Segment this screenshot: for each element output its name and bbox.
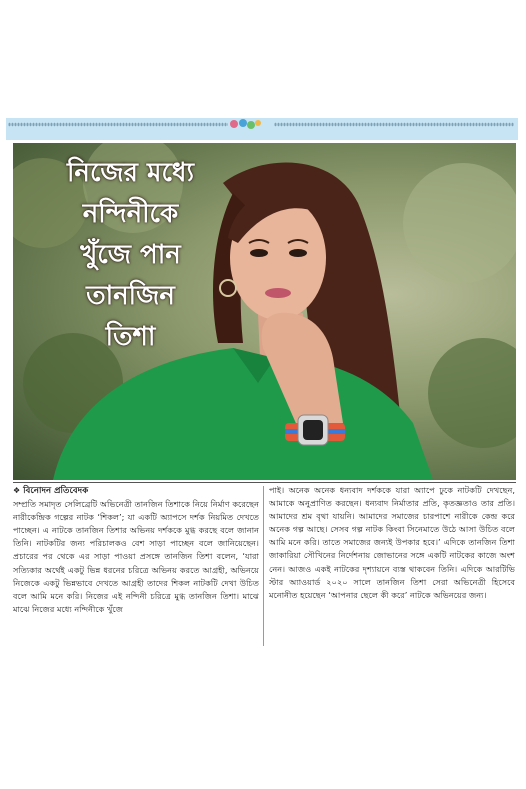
floral-ornament-icon bbox=[228, 118, 264, 130]
divider bbox=[13, 482, 516, 483]
headline bbox=[43, 153, 218, 358]
headline-line: তিশা bbox=[105, 322, 156, 352]
article-column-right bbox=[269, 484, 515, 602]
header-decorative-strip bbox=[6, 118, 518, 140]
dot-pattern-right bbox=[274, 122, 514, 127]
diamond-bullet-icon: ❖ bbox=[13, 486, 21, 495]
article-text: সম্প্রতি সমাদৃত সেলিব্রেটি অভিনেত্রী তানজিন তিশাকে নিয়ে নির্মাণ করেছেন নারীকেন্দ্রিক গল্পের নাটক ‘শিকল’; যা একটি অ্যাপসে দর্শক নিয়মিত দেখতে পাচ্ছেন। এ নাটকে তানজিন তিশার অভিনয় দর্শককে মুগ্ধ করছে বলে জানান তিনি। নাটকটির জন্য পরিচালকও বেশ সাড়া পাচ্ছেন বলে জানিয়েছেন। প্রচারের পর থেকে এর সাড়া পাওয়া প্রসঙ্গে তানজিন তিশা বলেন, ‘যারা সত্যিকার অর্থেই একটু ভিন্ন ধরনের চরিত্রে অভিনয় করতে আগ্রহী, অভিনয়ে নিজেকে একটু ভিন্নভাবে দেখতে আগ্রহী তাদের শিকল নাটকটি দেখা উচিত বলে আমি মনে করি। নিজের এই নন্দিনী চরিত্রে মুগ্ধ তানজিন তিশা। মাঝে মাঝে নিজের মধ্যে নন্দিনীকে খুঁজে bbox=[13, 499, 259, 614]
column-divider bbox=[263, 486, 264, 646]
byline-text: বিনোদন প্রতিবেদক bbox=[23, 486, 89, 496]
headline-line: নিজের মধ্যে bbox=[66, 158, 194, 188]
actress-photo bbox=[13, 143, 516, 480]
dot-pattern-left bbox=[8, 122, 228, 127]
headline-line: নন্দিনীকে bbox=[82, 199, 179, 229]
article-body bbox=[13, 484, 516, 664]
byline bbox=[13, 484, 259, 498]
headline-line: তানজিন bbox=[86, 281, 175, 311]
headline-line: খুঁজে পান bbox=[80, 240, 181, 270]
article-text: পাই। অনেক অনেক ধন্যবাদ দর্শককে যারা অ্যাপে ঢুকে নাটকটি দেখছেন, আমাকে অনুপ্রাণিত করছেন। ধন্যবাদ নির্মাতার প্রতি, কৃতজ্ঞতাও তার প্রতি। আমাদের শ্রম বৃথা যায়নি। আমাদের সমাজের চারপাশে নারীকে কেন্দ্র করে অনেক গল্প আছে। সেসব গল্প নাটক কিংবা সিনেমাতে উঠে আসা উচিত বলে আমি মনে করি। তাতে সমাজের জন্যই উপকার হবে।’ এদিকে তানজিন তিশা জাকারিয়া সৌখিনের নির্দেশনায় জোভানের সঙ্গে একটি নাটকের কাজে অংশ নেন। আজও একই নাটকের দৃশ্যায়নে ব্যস্ত থাকবেন তিনি। এদিকে আরটিভি স্টার অ্যাওয়ার্ড ২০২০ সালে তানজিন তিশা সেরা অভিনেত্রী হিসেবে মনোনীত হয়েছেন ‘আপনার ছেলে কী করে’ নাটকে অভিনয়ের জন্য। bbox=[269, 485, 515, 600]
article-column-left bbox=[13, 484, 259, 616]
